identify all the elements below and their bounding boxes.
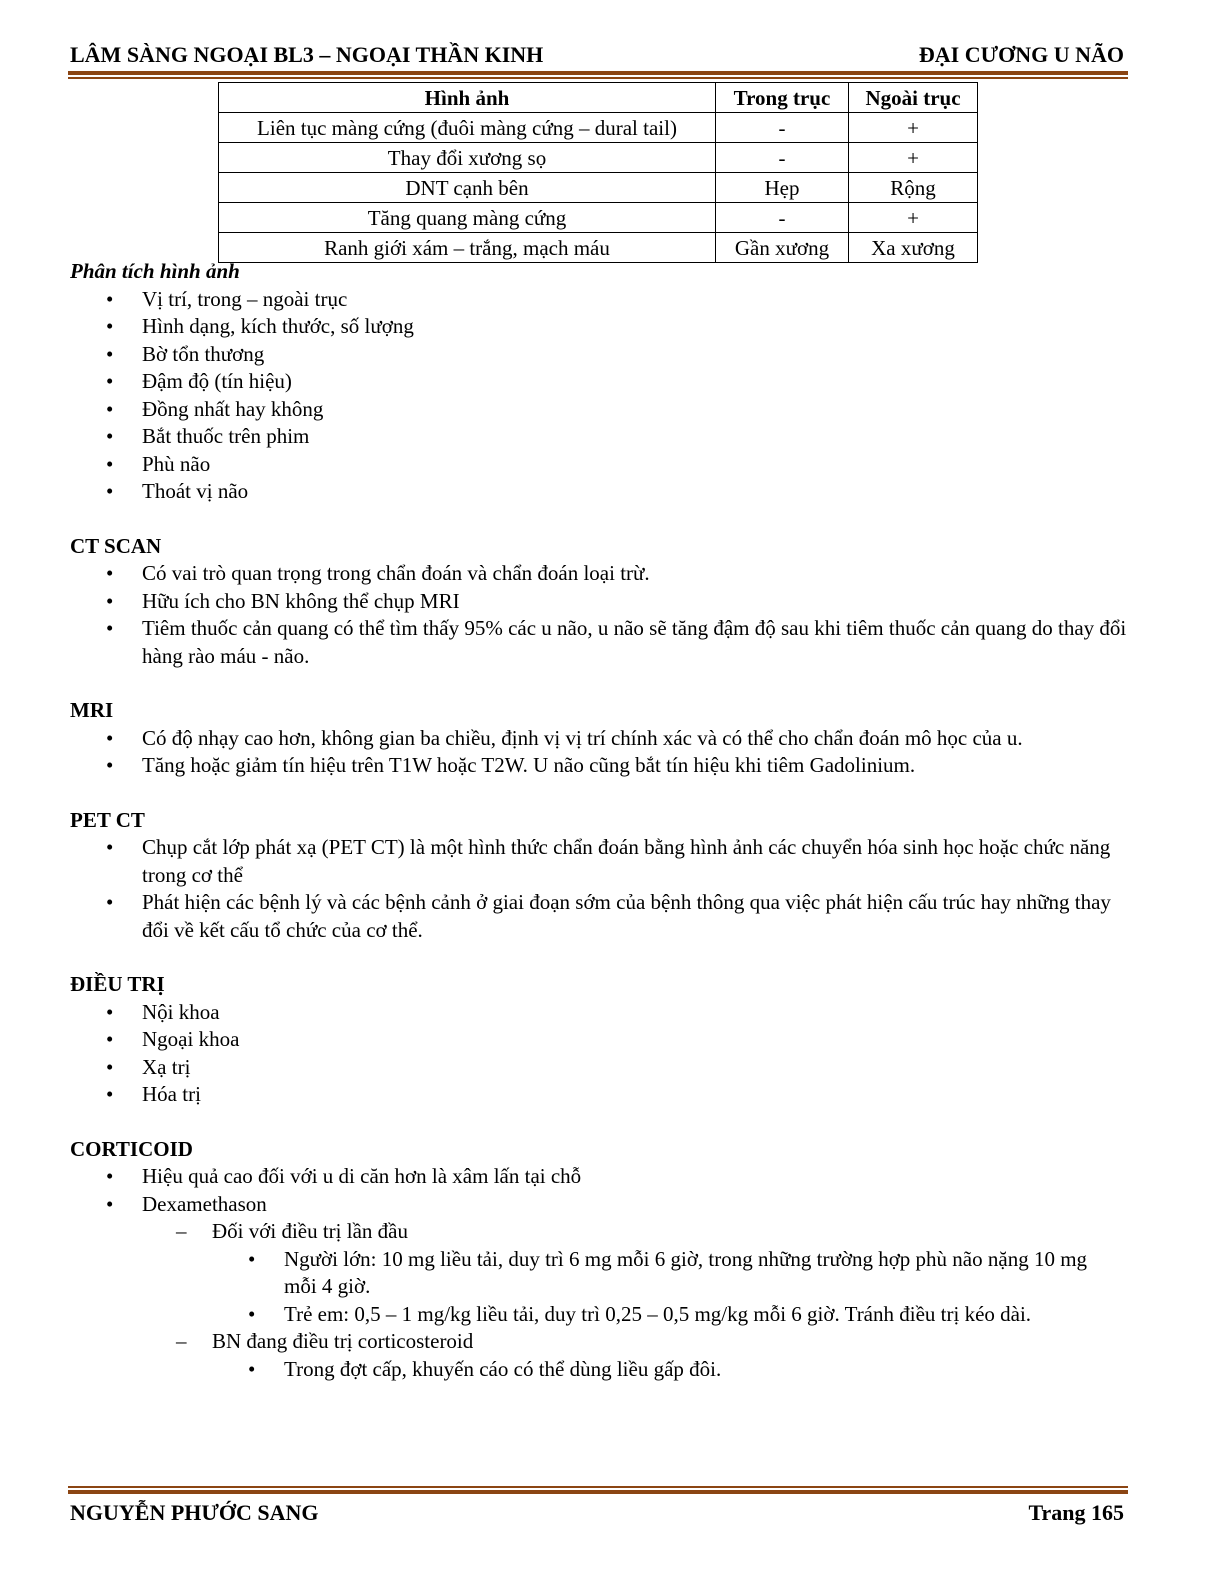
list-item: • Người lớn: 10 mg liều tải, duy trì 6 mg mỗi 6 giờ, trong những trường hợp phù não nặng 10 mg mỗi 4 giờ. xyxy=(70,1246,1130,1301)
table-cell: Tăng quang màng cứng xyxy=(219,203,716,233)
footer-rule-thick xyxy=(68,1490,1128,1494)
table-header-row xyxy=(219,83,978,113)
list-item: • Có vai trò quan trọng trong chẩn đoán và chẩn đoán loại trừ. xyxy=(70,560,1130,588)
table-header-cell: Hình ảnh xyxy=(219,83,716,113)
table-cell: Hẹp xyxy=(716,173,849,203)
table-cell: Thay đổi xương sọ xyxy=(219,143,716,173)
list-item: • Ngoại khoa xyxy=(70,1026,1130,1054)
header-rule-thick xyxy=(68,71,1128,75)
analysis-list xyxy=(70,286,1130,506)
dosage-list xyxy=(70,1356,1130,1384)
list-item: • Hình dạng, kích thước, số lượng xyxy=(70,313,1130,341)
pet-heading: PET CT xyxy=(70,807,145,832)
table-cell: Rộng xyxy=(849,173,978,203)
corticoid-list xyxy=(70,1163,1130,1218)
table-cell: Gần xương xyxy=(716,233,849,263)
table-cell: Liên tục màng cứng (đuôi màng cứng – dural tail) xyxy=(219,113,716,143)
table-cell: - xyxy=(716,113,849,143)
list-item: • Có độ nhạy cao hơn, không gian ba chiều, định vị vị trí chính xác và có thể cho chẩn đoán mô học của u. xyxy=(70,725,1130,753)
list-item: • Thoát vị não xyxy=(70,478,1130,506)
corticoid-heading: CORTICOID xyxy=(70,1136,193,1161)
table-row xyxy=(219,173,978,203)
table-row xyxy=(219,203,978,233)
list-item: • Đồng nhất hay không xyxy=(70,396,1130,424)
ct-list xyxy=(70,560,1130,670)
page-footer xyxy=(70,1500,1124,1528)
ct-heading: CT SCAN xyxy=(70,533,162,558)
treatment-list xyxy=(70,999,1130,1109)
header-rule-thin xyxy=(68,77,1128,79)
table-cell: Ranh giới xám – trắng, mạch máu xyxy=(219,233,716,263)
table-cell: DNT cạnh bên xyxy=(219,173,716,203)
pet-list xyxy=(70,834,1130,944)
corticoid-sublist xyxy=(70,1218,1130,1246)
footer-rule-thin xyxy=(68,1486,1128,1488)
list-item: • Hữu ích cho BN không thể chụp MRI xyxy=(70,588,1130,616)
treatment-heading: ĐIỀU TRỊ xyxy=(70,972,165,996)
header-chapter-title: ĐẠI CƯƠNG U NÃO xyxy=(918,42,1124,67)
list-item: • Trẻ em: 0,5 – 1 mg/kg liều tải, duy trì 0,25 – 0,5 mg/kg mỗi 6 giờ. Tránh điều trị kéo dài. xyxy=(70,1301,1130,1329)
document-body xyxy=(70,258,1130,1383)
table-header-cell: Ngoài trục xyxy=(849,83,978,113)
table-cell: + xyxy=(849,143,978,173)
footer-page-number: Trang 165 xyxy=(1028,1500,1124,1525)
list-item: • Đậm độ (tín hiệu) xyxy=(70,368,1130,396)
list-item: • Bắt thuốc trên phim xyxy=(70,423,1130,451)
list-item: • Hiệu quả cao đối với u di căn hơn là xâm lấn tại chỗ xyxy=(70,1163,1130,1191)
list-item: – Đối với điều trị lần đầu xyxy=(70,1218,1130,1246)
list-item: • Bờ tổn thương xyxy=(70,341,1130,369)
list-item: • Chụp cắt lớp phát xạ (PET CT) là một hình thức chẩn đoán bằng hình ảnh các chuyển hóa sinh học hoặc chức năng trong cơ thể xyxy=(70,834,1130,889)
list-item: • Xạ trị xyxy=(70,1054,1130,1082)
mri-list xyxy=(70,725,1130,780)
comparison-table xyxy=(218,82,978,263)
table-row xyxy=(219,113,978,143)
table-cell: - xyxy=(716,143,849,173)
list-item: • Vị trí, trong – ngoài trục xyxy=(70,286,1130,314)
corticoid-sublist xyxy=(70,1328,1130,1356)
list-item: • Tiêm thuốc cản quang có thể tìm thấy 95% các u não, u não sẽ tăng đậm độ sau khi tiêm thuốc cản quang do thay đổi hàng rào máu - não. xyxy=(70,615,1130,670)
footer-author: NGUYỄN PHƯỚC SANG xyxy=(70,1500,319,1525)
table-cell: Xa xương xyxy=(849,233,978,263)
header-course-title: LÂM SÀNG NGOẠI BL3 – NGOẠI THẦN KINH xyxy=(70,42,544,67)
list-item: • Phát hiện các bệnh lý và các bệnh cảnh ở giai đoạn sớm của bệnh thông qua việc phát hiện cấu trúc hay những thay đổi về kết cấu tổ chức của cơ thể. xyxy=(70,889,1130,944)
dosage-list xyxy=(70,1246,1130,1329)
list-item: • Trong đợt cấp, khuyến cáo có thể dùng liều gấp đôi. xyxy=(70,1356,1130,1384)
analysis-heading: Phân tích hình ảnh xyxy=(70,259,240,283)
list-item: – BN đang điều trị corticosteroid xyxy=(70,1328,1130,1356)
table-cell: + xyxy=(849,203,978,233)
page-header xyxy=(70,42,1124,70)
table-cell: - xyxy=(716,203,849,233)
table-cell: + xyxy=(849,113,978,143)
table-row xyxy=(219,143,978,173)
list-item: • Hóa trị xyxy=(70,1081,1130,1109)
table-header-cell: Trong trục xyxy=(716,83,849,113)
list-item: • Nội khoa xyxy=(70,999,1130,1027)
mri-heading: MRI xyxy=(70,698,114,722)
list-item: • Tăng hoặc giảm tín hiệu trên T1W hoặc T2W. U não cũng bắt tín hiệu khi tiêm Gadolinium. xyxy=(70,752,1130,780)
list-item: • Dexamethason xyxy=(70,1191,1130,1219)
list-item: • Phù não xyxy=(70,451,1130,479)
